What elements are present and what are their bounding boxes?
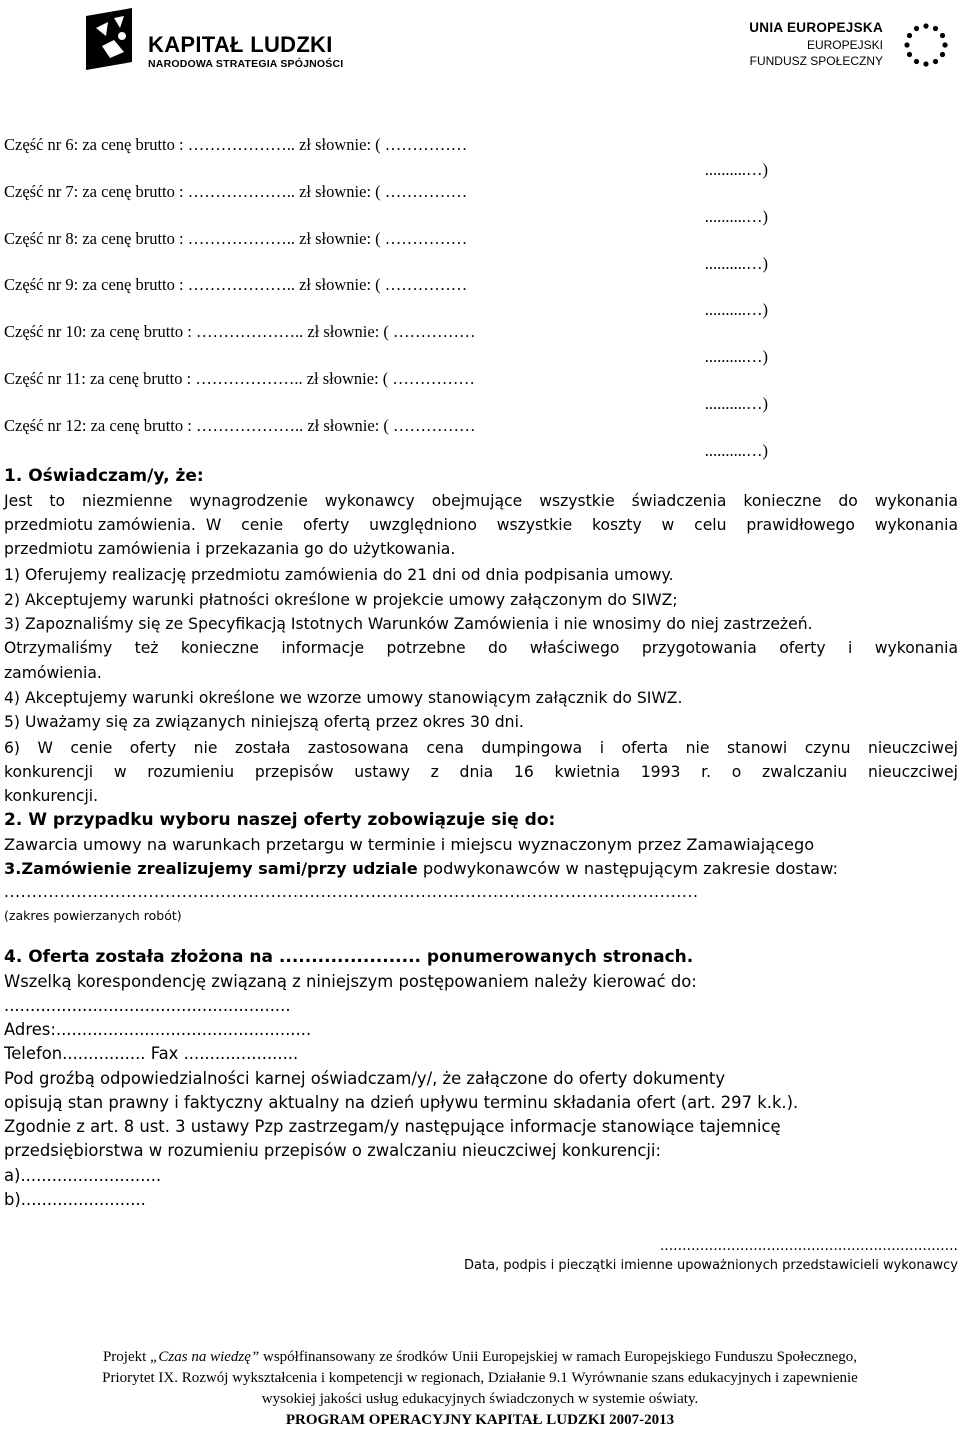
sec3-dots: .............................................................................................................................	[4, 883, 699, 901]
footer-project-suffix: współfinansowany ze środków Unii Europejskiej w ramach Europejskiego Funduszu Społecznego,	[259, 1349, 858, 1365]
sec1-para1-line2a: przedmiotu zamówienia.	[4, 516, 196, 534]
section-3-line	[4, 857, 958, 881]
sec4-responsibility-line2: opisują stan prawny i faktyczny aktualny na dzień upływu terminu składania ofert (art. 297 k.k.).	[4, 1093, 799, 1112]
sec1-item-4: 4) Akceptujemy warunki określone we wzorze umowy stanowiącym załącznik do SIWZ.	[4, 689, 683, 707]
sec1-item-2: 2) Akceptujemy warunki płatności określone w projekcie umowy załączonym do SIWZ;	[4, 591, 678, 609]
section-1-heading: 1. Oświadczam/y, że:	[4, 466, 204, 486]
sec3-text: podwykonawców w następującym zakresie dostaw:	[417, 859, 838, 878]
sec4-item-a: a)...........................	[4, 1166, 162, 1185]
sec1-para1-line3: przedmiotu zamówienia i przekazania go do użytkowania.	[4, 540, 456, 558]
part-12-dots: ..........…)	[704, 441, 768, 460]
part-9-dots: ..........…)	[704, 300, 768, 319]
footer-line-1	[0, 1347, 960, 1368]
part-9-price: Część nr 9: za cenę brutto : ……………….. zł słownie: ( ……………	[4, 275, 468, 294]
kapital-ludzki-flag-icon	[84, 6, 136, 72]
part-8-dots: ..........…)	[704, 254, 768, 273]
sec1-item-3b-line2: zamówienia.	[4, 664, 102, 682]
section-3-heading: 3.Zamówienie zrealizujemy sami/przy udziale	[4, 859, 418, 878]
eu-logo-text	[683, 20, 883, 72]
signature-dots: ...................................................................	[659, 1238, 958, 1254]
part-7-dots: ..........…)	[704, 207, 768, 226]
sec1-item-6-line1: 6) W cenie oferty nie została zastosowana cena dumpingowa i oferta nie stanowi czynu nieuczciwej	[4, 739, 958, 757]
sec1-item-3: 3) Zapoznaliśmy się ze Specyfikacją Istotnych Warunków Zamówienia i nie wnosimy do niej zastrzeżeń.	[4, 615, 813, 633]
sec4-correspondence: Wszelką korespondencję związaną z niniejszym postępowaniem należy kierować do:	[4, 972, 697, 991]
part-7-price: Część nr 7: za cenę brutto : ……………….. zł słownie: ( ……………	[4, 182, 468, 201]
part-11-dots: ..........…)	[704, 394, 768, 413]
kl-subtitle: NARODOWA STRATEGIA SPÓJNOŚCI	[148, 58, 344, 70]
sec1-item-6-line2: konkurencji w rozumieniu przepisów ustawy z dnia 16 kwietnia 1993 r. o zwalczaniu nieuczciwej	[4, 763, 958, 781]
part-12-price: Część nr 12: za cenę brutto : ……………….. zł słownie: ( ……………	[4, 416, 476, 435]
sec4-secret-line2: przedsiębiorstwa w rozumieniu przepisów o zwalczaniu nieuczciwej konkurencji:	[4, 1141, 661, 1160]
sec1-para1-line2b: W cenie oferty uwzględniono wszystkie koszty w celu prawidłowego wykonania	[205, 516, 958, 534]
eu-flag-icon	[893, 12, 959, 78]
kl-title: KAPITAŁ LUDZKI	[148, 32, 333, 57]
sec1-item-1: 1) Oferujemy realizację przedmiotu zamówienia do 21 dni od dnia podpisania umowy.	[4, 566, 674, 584]
sec4-responsibility-line1: Pod groźbą odpowiedzialności karnej oświadczam/y/, że załączone do oferty dokumenty	[4, 1069, 726, 1088]
footer-project-name: „Czas na wiedzę”	[150, 1349, 260, 1365]
sec4-correspondence-dots: .......................................................	[4, 996, 291, 1015]
sec4-phone-fax: Telefon................ Fax ......................	[4, 1044, 299, 1063]
part-6-price: Część nr 6: za cenę brutto : ……………….. zł słownie: ( ……………	[4, 135, 468, 154]
sec4-item-b: b)........................	[4, 1190, 146, 1209]
part-10-dots: ..........…)	[704, 347, 768, 366]
sec1-item-5: 5) Uważamy się za związanych niniejszą ofertą przez okres 30 dni.	[4, 713, 524, 731]
sec1-item-6-line3: konkurencji.	[4, 787, 99, 805]
sec3-note: (zakres powierzanych robót)	[4, 908, 182, 923]
sec4-secret-line1: Zgodnie z art. 8 ust. 3 ustawy Pzp zastrzegam/y następujące informacje stanowiące tajemnicę	[4, 1117, 781, 1136]
sec1-item-3b-line1: Otrzymaliśmy też konieczne informacje potrzebne do właściwego przygotowania oferty i wykonania	[4, 639, 958, 657]
part-8-price: Część nr 8: za cenę brutto : ……………….. zł słownie: ( ……………	[4, 229, 468, 248]
part-6-dots: ..........…)	[704, 160, 768, 179]
sec1-para1-line2	[4, 513, 958, 537]
eu-fund-line1: EUROPEJSKI	[806, 38, 883, 52]
part-11-price: Część nr 11: za cenę brutto : ……………….. zł słownie: ( ……………	[4, 369, 475, 388]
footer-program: PROGRAM OPERACYJNY KAPITAŁ LUDZKI 2007-2013	[285, 1412, 675, 1428]
footer-project-prefix: Projekt	[102, 1349, 151, 1365]
part-10-price: Część nr 10: za cenę brutto : ……………….. zł słownie: ( ……………	[4, 322, 476, 341]
kapital-ludzki-logo	[84, 6, 354, 78]
signature-label: Data, podpis i pieczątki imienne upoważnionych przedstawicieli wykonawcy	[464, 1258, 958, 1273]
footer-line-3: wysokiej jakości usług edukacyjnych świadczonych w systemie oświaty.	[261, 1391, 699, 1407]
footer-line-2: Priorytet IX. Rozwój wykształcenia i kompetencji w regionach, Działanie 9.1 Wyrównanie szans edukacyjnych i zapewnienie	[102, 1370, 858, 1386]
sec2-text: Zawarcia umowy na warunkach przetargu w terminie i miejscu wyznaczonym przez Zamawiającego	[4, 835, 815, 854]
section-2-heading: 2. W przypadku wyboru naszej oferty zobowiązuje się do:	[4, 810, 556, 830]
sec4-address: Adres:.................................................	[4, 1020, 312, 1039]
eu-fund-line2: FUNDUSZ SPOŁECZNY	[749, 54, 883, 68]
section-4-heading: 4. Oferta została złożona na ...................... ponumerowanych stronach.	[4, 947, 694, 967]
sec1-para1-line1: Jest to niezmienne wynagrodzenie wykonawcy obejmujące wszystkie świadczenia konieczne do wykonania	[4, 492, 958, 510]
eu-title: UNIA EUROPEJSKA	[749, 20, 883, 35]
